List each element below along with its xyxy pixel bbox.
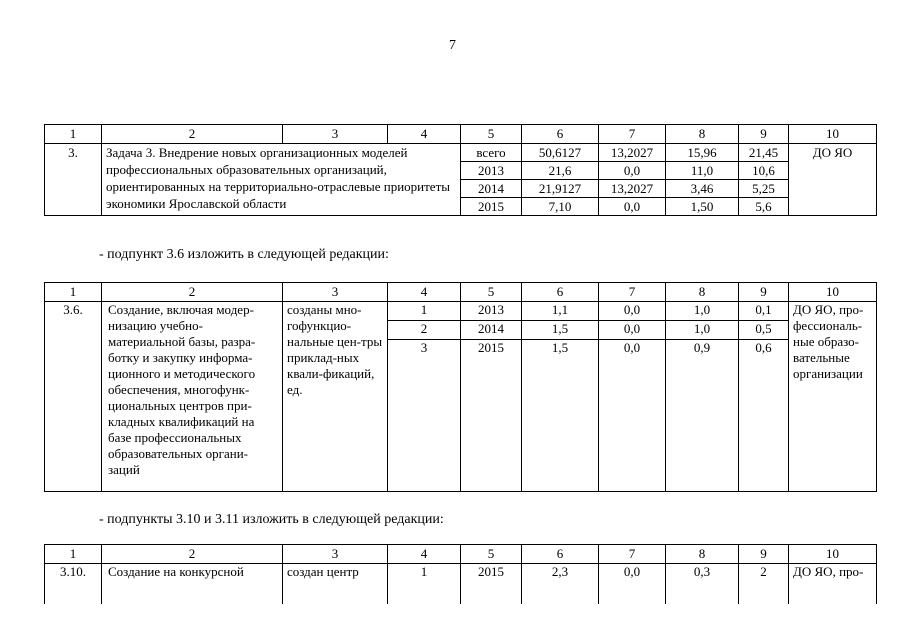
col-header: 8 [666, 283, 739, 302]
value-cell: 1,0 [666, 321, 739, 340]
value-cell: 2 [739, 564, 789, 604]
col-header: 9 [739, 283, 789, 302]
col-header: 7 [599, 125, 666, 144]
value-cell: 0,1 [739, 302, 789, 321]
col-header: 3 [283, 545, 388, 564]
col-header: 8 [666, 545, 739, 564]
value-cell: 1,50 [666, 198, 739, 216]
value-cell: 5,6 [739, 198, 789, 216]
col-header: 5 [461, 545, 522, 564]
measure-name: Создание, включая модер-низацию учебно-материальной базы, разра-ботку и закупку информа-ционного и методического обеспечения, многофунк-циональных центров при-кладных квалификаций на базе профессиональных образовательных органи-заций [102, 302, 283, 492]
year-cell: 2013 [461, 302, 522, 321]
col-header: 5 [461, 283, 522, 302]
col-header: 2 [102, 125, 283, 144]
amendment-note: - подпункты 3.10 и 3.11 изложить в следующей редакции: [99, 512, 444, 527]
value-cell: 3,46 [666, 180, 739, 198]
year-cell: 2015 [461, 340, 522, 358]
measure-name: Создание на конкурсной [102, 564, 283, 604]
value-cell: 21,45 [739, 144, 789, 162]
table-item-3-10 [44, 544, 877, 604]
value-cell: 7,10 [522, 198, 599, 216]
year-cell: 2013 [461, 162, 522, 180]
value-cell: 0,0 [599, 321, 666, 340]
value-cell: 0,0 [599, 302, 666, 321]
row-number: 3.6. [45, 302, 102, 492]
value-cell: 0,0 [599, 564, 666, 604]
value-cell: 0,5 [739, 321, 789, 340]
col-header: 4 [388, 125, 461, 144]
column-header-row [45, 125, 877, 144]
value-cell: 15,96 [666, 144, 739, 162]
value-cell: 21,6 [522, 162, 599, 180]
col-header: 10 [789, 545, 877, 564]
task-title: Задача 3. Внедрение новых организационных моделей профессиональных образовательных организаций, ориентированных на территориально-отраслевые приоритеты экономики Ярославской области [102, 144, 461, 216]
value-cell: 0,9 [666, 340, 739, 358]
col-header: 7 [599, 283, 666, 302]
value-cell: 2,3 [522, 564, 599, 604]
value-cell: 1 [388, 564, 461, 604]
value-cell: 50,6127 [522, 144, 599, 162]
col-header: 2 [102, 283, 283, 302]
col-header: 6 [522, 283, 599, 302]
col-header: 6 [522, 545, 599, 564]
column-header-row [45, 283, 877, 302]
value-cell: 1 [388, 302, 461, 321]
indicator-cell: созданы мно-гофункцио-нальные цен-тры приклад-ных квали-фикаций, ед. [283, 302, 388, 492]
col-header: 1 [45, 545, 102, 564]
table-task-3 [44, 124, 877, 216]
col-header: 8 [666, 125, 739, 144]
col-header: 4 [388, 283, 461, 302]
value-cell: 10,6 [739, 162, 789, 180]
value-cell: 0,0 [599, 198, 666, 216]
col-header: 10 [789, 125, 877, 144]
value-cell: 0,3 [666, 564, 739, 604]
value-cell: 21,9127 [522, 180, 599, 198]
table-item-3-6 [44, 282, 877, 492]
year-cell: 2014 [461, 321, 522, 340]
table-row [45, 564, 877, 604]
value-cell: 11,0 [666, 162, 739, 180]
col-header: 10 [789, 283, 877, 302]
value-cell: 5,25 [739, 180, 789, 198]
col-header: 1 [45, 125, 102, 144]
value-cell: 1,5 [522, 321, 599, 340]
value-cell: 13,2027 [599, 180, 666, 198]
table-row [45, 302, 877, 321]
value-cell: 2 [388, 321, 461, 340]
year-cell: 2015 [461, 198, 522, 216]
col-header: 3 [283, 283, 388, 302]
table-row [45, 144, 877, 162]
value-cell: 0,0 [599, 340, 666, 358]
row-number: 3. [45, 144, 102, 216]
year-cell: всего [461, 144, 522, 162]
value-cell: 13,2027 [599, 144, 666, 162]
responsible-cell: ДО ЯО, про-фессиональ-ные образо-вательные организации [789, 302, 877, 492]
col-header: 6 [522, 125, 599, 144]
value-cell: 1,0 [666, 302, 739, 321]
year-cell: 2014 [461, 180, 522, 198]
col-header: 3 [283, 125, 388, 144]
year-cell: 2015 [461, 564, 522, 604]
amendment-note: - подпункт 3.6 изложить в следующей редакции: [99, 247, 389, 262]
value-cell: 3 [388, 340, 461, 358]
column-header-row [45, 545, 877, 564]
row-number: 3.10. [45, 564, 102, 604]
col-header: 7 [599, 545, 666, 564]
value-cell: 0,6 [739, 340, 789, 358]
col-header: 5 [461, 125, 522, 144]
page-number: 7 [449, 38, 456, 53]
indicator-cell: создан центр [283, 564, 388, 604]
responsible-cell: ДО ЯО [789, 144, 877, 216]
col-header: 1 [45, 283, 102, 302]
value-cell: 1,1 [522, 302, 599, 321]
responsible-cell: ДО ЯО, про- [789, 564, 877, 604]
col-header: 9 [739, 545, 789, 564]
col-header: 4 [388, 545, 461, 564]
col-header: 2 [102, 545, 283, 564]
col-header: 9 [739, 125, 789, 144]
value-cell: 1,5 [522, 340, 599, 358]
value-cell: 0,0 [599, 162, 666, 180]
